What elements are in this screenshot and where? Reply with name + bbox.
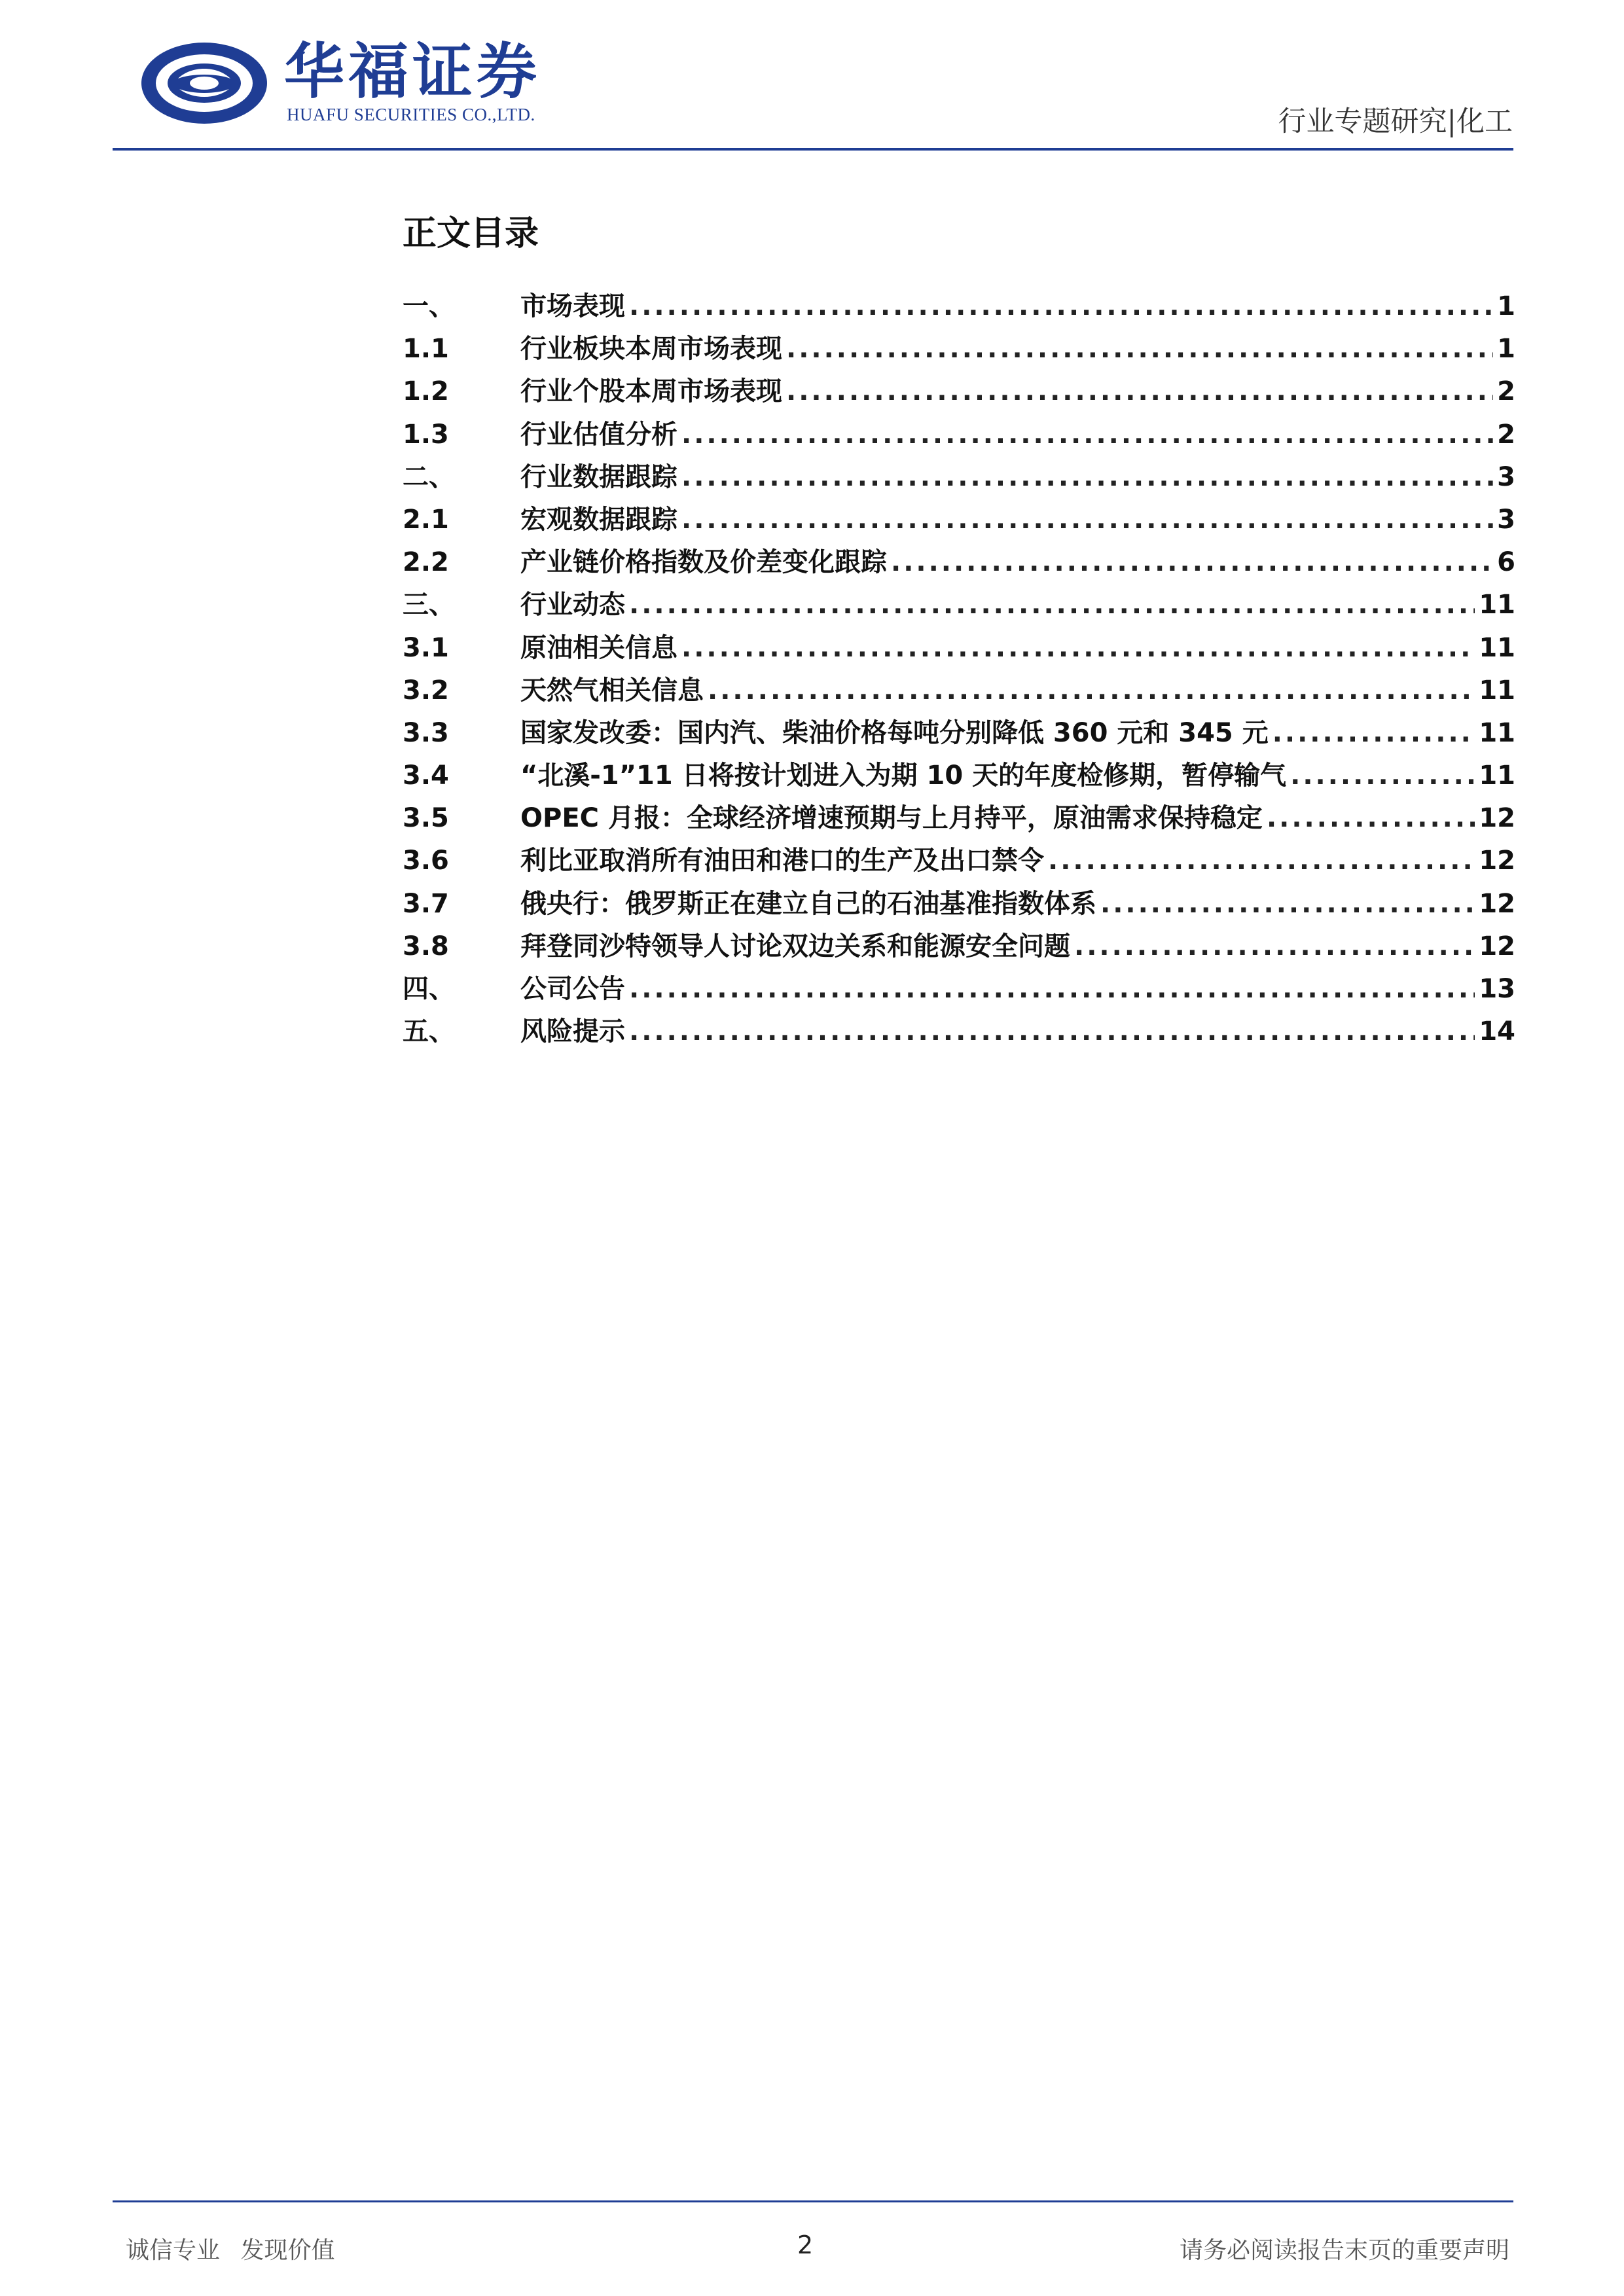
toc-entry-page: 14 xyxy=(1479,1016,1515,1047)
toc-title: 正文目录 xyxy=(403,213,539,253)
toc-dot-leader xyxy=(681,633,1475,663)
toc-entry-title: 风险提示 xyxy=(520,1016,625,1047)
logo-chinese-name: 华福证券 xyxy=(284,36,541,107)
toc-entry-number: 四、 xyxy=(403,974,455,1004)
toc-entry-title: 拜登同沙特领导人讨论双边关系和能源安全问题 xyxy=(520,931,1070,961)
report-category-tag: 行业专题研究|化工 xyxy=(1278,105,1513,138)
toc-entry-page: 13 xyxy=(1479,974,1515,1004)
toc-entry-number: 3.6 xyxy=(403,846,449,876)
toc-entry-page: 11 xyxy=(1479,632,1515,663)
toc-entry-number: 3.4 xyxy=(403,761,449,791)
toc-entry-title: 天然气相关信息 xyxy=(520,675,704,706)
table-of-contents xyxy=(403,211,1515,1053)
toc-entry-10[interactable] xyxy=(403,670,1515,712)
toc-entry-title: “北溪-1”11 日将按计划进入为期 10 天的年度检修期，暂停输气 xyxy=(520,761,1287,791)
toc-dot-leader xyxy=(1048,846,1475,876)
toc-entry-13[interactable] xyxy=(403,797,1515,840)
toc-entry-number: 二、 xyxy=(403,461,455,492)
toc-dot-leader xyxy=(629,590,1475,620)
toc-entry-title: 宏观数据跟踪 xyxy=(520,504,677,535)
toc-dot-leader xyxy=(681,420,1493,450)
toc-entry-page: 3 xyxy=(1497,504,1515,535)
toc-entry-17[interactable] xyxy=(403,968,1515,1011)
toc-dot-leader xyxy=(681,505,1493,535)
toc-entry-title: 俄央行：俄罗斯正在建立自己的石油基准指数体系 xyxy=(520,888,1096,919)
toc-entry-title: 行业估值分析 xyxy=(520,419,677,450)
toc-entry-15[interactable] xyxy=(403,883,1515,925)
toc-entry-title: 利比亚取消所有油田和港口的生产及出口禁令 xyxy=(520,846,1044,876)
toc-entry-3[interactable] xyxy=(403,370,1515,413)
toc-entry-page: 11 xyxy=(1479,590,1515,620)
toc-entry-1[interactable] xyxy=(403,285,1515,328)
toc-entry-12[interactable] xyxy=(403,755,1515,797)
toc-entry-page: 12 xyxy=(1479,888,1515,919)
toc-entry-page: 2 xyxy=(1497,419,1515,450)
toc-entry-page: 6 xyxy=(1497,547,1515,578)
toc-entry-number: 三、 xyxy=(403,590,455,620)
toc-dot-leader xyxy=(629,291,1493,321)
toc-entry-title: 行业动态 xyxy=(520,590,625,620)
toc-entry-title: 原油相关信息 xyxy=(520,632,677,663)
toc-entry-title: 国家发改委：国内汽、柴油价格每吨分别降低 360 元和 345 元 xyxy=(520,717,1269,748)
toc-dot-leader xyxy=(1100,889,1475,919)
toc-dot-leader xyxy=(1290,761,1475,791)
toc-dot-leader xyxy=(786,334,1493,364)
toc-entry-title: 行业数据跟踪 xyxy=(520,461,677,492)
toc-entry-number: 1.2 xyxy=(403,376,449,407)
page-header xyxy=(0,0,1624,154)
toc-entry-page: 12 xyxy=(1479,931,1515,961)
toc-entry-16[interactable] xyxy=(403,925,1515,968)
toc-entry-4[interactable] xyxy=(403,414,1515,456)
toc-entry-number: 五、 xyxy=(403,1016,455,1047)
toc-entry-page: 12 xyxy=(1479,803,1515,834)
toc-entry-8[interactable] xyxy=(403,584,1515,626)
toc-entry-9[interactable] xyxy=(403,627,1515,670)
toc-entry-number: 3.5 xyxy=(403,803,449,834)
toc-dot-leader xyxy=(681,462,1493,492)
footer-divider xyxy=(113,2200,1513,2202)
toc-entry-page: 1 xyxy=(1497,334,1515,365)
toc-entry-title: 市场表现 xyxy=(520,291,625,321)
toc-entry-number: 3.3 xyxy=(403,717,449,748)
logo-english-name: HUAFU SECURITIES CO.,LTD. xyxy=(287,105,535,124)
toc-entry-18[interactable] xyxy=(403,1011,1515,1053)
toc-entry-7[interactable] xyxy=(403,541,1515,584)
toc-entry-page: 3 xyxy=(1497,461,1515,492)
toc-entry-page: 12 xyxy=(1479,846,1515,876)
toc-entry-11[interactable] xyxy=(403,712,1515,755)
toc-entry-number: 3.1 xyxy=(403,632,449,663)
toc-entry-number: 2.2 xyxy=(403,547,449,578)
toc-entry-title: 行业个股本周市场表现 xyxy=(520,376,782,407)
toc-entry-page: 11 xyxy=(1479,761,1515,791)
toc-entry-page: 2 xyxy=(1497,376,1515,407)
company-logo xyxy=(139,34,545,132)
footer-slogan: 诚信专业 发现价值 xyxy=(126,2237,335,2264)
toc-entry-number: 一、 xyxy=(403,291,455,321)
header-divider xyxy=(113,148,1513,151)
toc-list xyxy=(403,285,1515,1053)
toc-dot-leader xyxy=(629,1016,1475,1047)
toc-dot-leader xyxy=(1074,931,1475,961)
toc-entry-page: 1 xyxy=(1497,291,1515,321)
toc-entry-number: 1.3 xyxy=(403,419,449,450)
toc-dot-leader xyxy=(1272,718,1475,748)
footer-disclaimer: 请务必阅读报告末页的重要声明 xyxy=(1179,2237,1509,2264)
toc-entry-number: 3.8 xyxy=(403,931,449,961)
toc-entry-number: 3.2 xyxy=(403,675,449,706)
toc-dot-leader xyxy=(708,675,1475,706)
toc-dot-leader xyxy=(891,547,1493,577)
toc-entry-2[interactable] xyxy=(403,328,1515,370)
logo-mark-icon xyxy=(139,39,270,128)
toc-entry-number: 3.7 xyxy=(403,888,449,919)
toc-entry-title: 公司公告 xyxy=(520,974,625,1004)
toc-dot-leader xyxy=(629,974,1475,1004)
toc-entry-title: 行业板块本周市场表现 xyxy=(520,334,782,365)
toc-entry-5[interactable] xyxy=(403,456,1515,499)
toc-entry-6[interactable] xyxy=(403,499,1515,541)
toc-dot-leader xyxy=(1267,803,1475,833)
toc-entry-number: 1.1 xyxy=(403,334,449,365)
toc-dot-leader xyxy=(786,376,1493,406)
toc-entry-number: 2.1 xyxy=(403,504,449,535)
toc-entry-14[interactable] xyxy=(403,840,1515,882)
page-number: 2 xyxy=(797,2231,814,2259)
toc-entry-page: 11 xyxy=(1479,717,1515,748)
toc-entry-title: OPEC 月报：全球经济增速预期与上月持平，原油需求保持稳定 xyxy=(520,803,1263,834)
toc-entry-title: 产业链价格指数及价差变化跟踪 xyxy=(520,547,887,578)
toc-entry-page: 11 xyxy=(1479,675,1515,706)
